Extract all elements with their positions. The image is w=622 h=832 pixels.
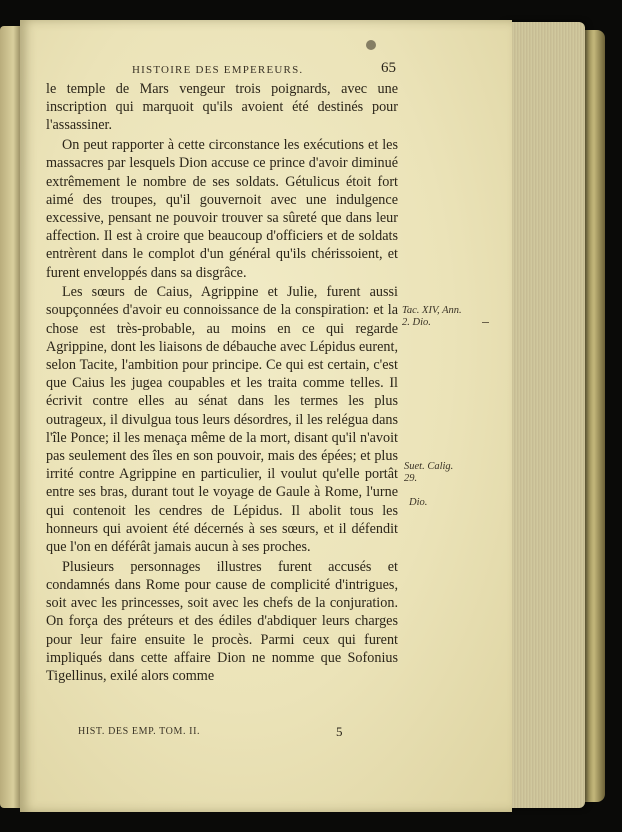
printer-signature: HIST. DES EMP. TOM. II.: [78, 726, 201, 737]
paragraph-2: On peut rapporter à cette circonstance les exécutions et les massacres par lesquels Dion accuse ce prince d'avoir diminué extrêmement le nombre de ses soldats. Gétulicus étoit fort aimé des troupes, qu'il gouvernoit avec une indulgence excessive, pensant ne pouvoir trouver sa sûreté que dans leur affection. Il est à croire que beaucoup d'officiers et de soldats entrèrent dans le complot d'un général qu'ils chérissoient, et furent enveloppés dans sa disgrâce.: [46, 137, 398, 281]
paragraph-1: le temple de Mars vengeur trois poignards, avec une inscription qui marquoit qu'ils avoient été destinés pour l'assassiner.: [46, 81, 398, 134]
adjacent-page-edge: [0, 26, 22, 808]
page-header: [40, 60, 400, 80]
margin-note-dio: Dio.: [409, 497, 428, 508]
ink-spot: [366, 40, 376, 50]
signature-mark: 5: [336, 724, 343, 739]
margin-note-tacitus: Tac. XIV, Ann. 2. Dio.: [402, 305, 462, 328]
margin-note-suetonius: Suet. Calig. 29.: [404, 461, 454, 484]
page-footer: [78, 726, 378, 742]
paragraph-3: Les sœurs de Caius, Agrippine et Julie, furent aussi soupçonnées d'avoir eu connoissance de la conspiration: et la chose est très-probable, au moins en ce qui regarde Agrippine, dont les liaisons de débauche avec Lépidus eurent, selon Tacite, l'ambition pour principe. Ce qui est certain, c'est que Caius les jugea coupables et les traita comme telles. Il écrivit contre elles au sénat dans les termes les plus outrageux, il divulgua tous leurs désordres, il les relégua dans l'île Ponce; il les menaça même de la mort, disant qu'il n'avoit pas seulement des îles en son pouvoir, mais des épées; et plus irrité contre Agrippine en particulier, il voulut qu'elle portât entre ses bras, durant tout le voyage de Gaule à Rome, l'urne qui contenoit les cendres de Lépidus. Il abolit tous les honneurs qui avoient été décernés à ses sœurs, et il défendit que l'on en déférât jamais aucun à ses proches.: [46, 284, 398, 556]
margin-dash: [482, 322, 489, 323]
page-number: 65: [381, 60, 396, 76]
body-text: [46, 80, 398, 687]
page-block-edges: [503, 22, 585, 808]
book-cover-edge: [583, 30, 605, 802]
running-head: HISTOIRE DES EMPEREURS.: [132, 64, 304, 76]
paragraph-4: Plusieurs personnages illustres furent accusés et condamnés dans Rome pour cause de complicité d'intrigues, soit avec les princesses, soit avec les chefs de la conjuration. On força des préteurs et des édiles d'abdiquer leurs charges pour leur faire ensuite le procès. Parmi ceux qui furent impliqués dans cette affaire Dion ne nomme que Sofonius Tigellinus, exilé alors comme: [46, 558, 398, 684]
